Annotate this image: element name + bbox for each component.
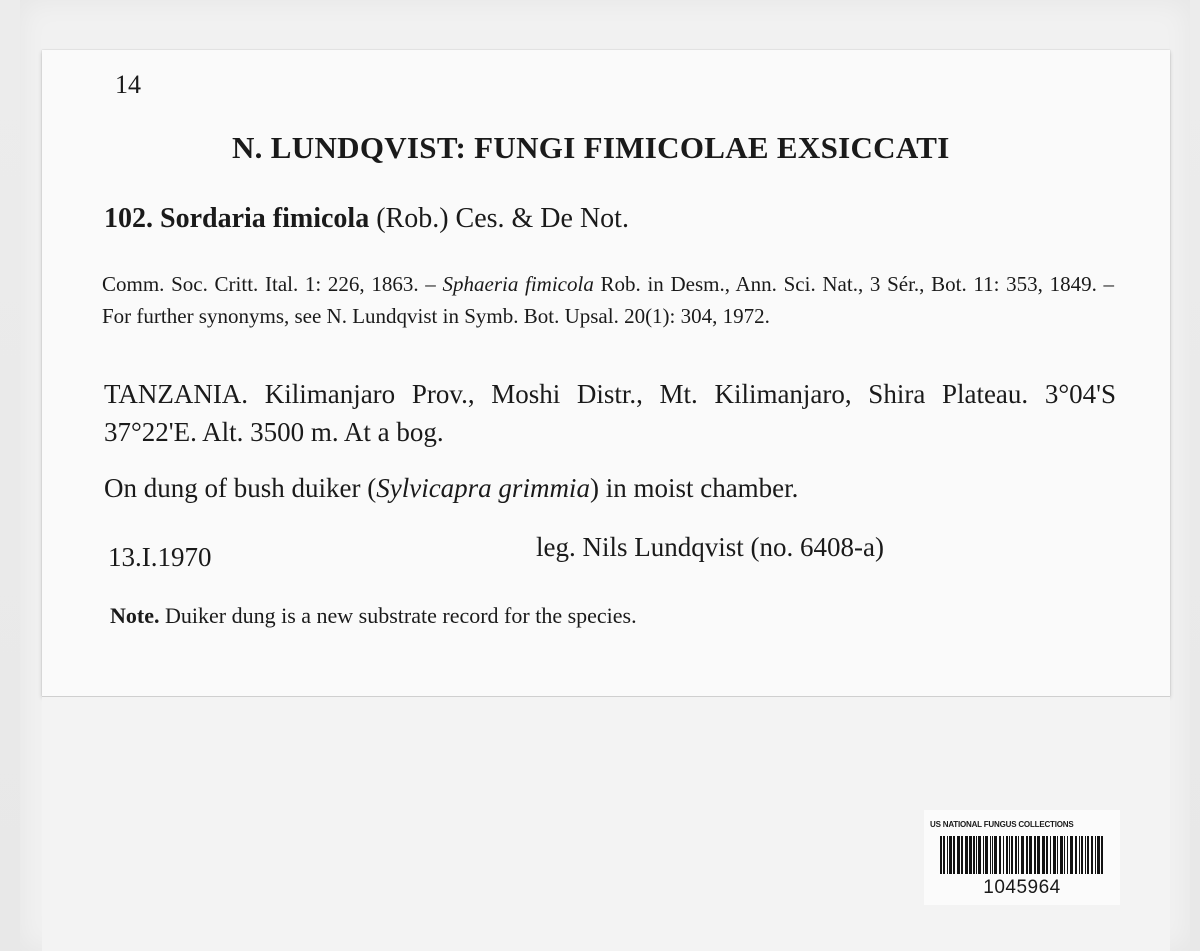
barcode-bar	[1026, 836, 1028, 874]
barcode-bar	[976, 836, 977, 874]
reference-text	[102, 268, 1114, 332]
barcode-bar	[1095, 836, 1096, 874]
barcode-bar	[1006, 836, 1008, 874]
barcode-bar	[953, 836, 955, 874]
barcode-bar	[1091, 836, 1093, 874]
note-text: Duiker dung is a new substrate record for the species.	[164, 603, 637, 628]
barcode-icon	[938, 836, 1106, 876]
barcode-bar	[1037, 836, 1040, 874]
reference-part-2: Rob. in Desm., Ann. Sci. Nat., 3 Sér., Bot. 11: 353, 1849. – For further synonyms, see N. Lundqvist in Symb. Bot. Upsal. 20(1): 304, 1972.	[102, 272, 1115, 328]
barcode-bar	[1018, 836, 1019, 874]
barcode-bar	[1064, 836, 1065, 874]
label-number: 14	[115, 70, 141, 99]
species-line	[104, 203, 629, 235]
barcode-bar	[947, 836, 948, 874]
barcode-bar	[1085, 836, 1086, 874]
barcode-bar	[961, 836, 963, 874]
barcode-bar	[992, 836, 993, 874]
note-label: Note.	[110, 603, 160, 628]
barcode-bar	[1079, 836, 1080, 874]
barcode-bar	[999, 836, 1001, 874]
synonym-name: Sphaeria fimicola	[442, 272, 594, 296]
barcode-bar	[1029, 836, 1032, 874]
barcode-bar	[1081, 836, 1083, 874]
barcode-bar	[1015, 836, 1017, 874]
substrate-suffix: ) in moist chamber.	[589, 473, 799, 503]
barcode-number: 1045964	[983, 877, 1061, 898]
barcode-bar	[1060, 836, 1063, 874]
barcode-bar	[1009, 836, 1010, 874]
barcode-bar	[983, 836, 984, 874]
barcode-bar	[1101, 836, 1103, 874]
note-line	[110, 603, 637, 629]
barcode-bar	[1070, 836, 1073, 874]
barcode-bar	[1003, 836, 1004, 874]
barcode-bar	[1034, 836, 1036, 874]
substrate-line	[104, 473, 798, 504]
label-title: N. LUNDQVIST: FUNGI FIMICOLAE EXSICCATI	[232, 130, 950, 165]
collection-date: 13.I.1970	[108, 542, 212, 572]
collector: leg. Nils Lundqvist (no. 6408-a)	[536, 532, 884, 562]
barcode-label	[924, 810, 1120, 905]
reference-part-1: Comm. Soc. Critt. Ital. 1: 226, 1863. –	[102, 272, 436, 296]
barcode-bar	[943, 836, 945, 874]
barcode-bar	[1067, 836, 1068, 874]
barcode-bar	[1021, 836, 1024, 874]
barcode-bar	[965, 836, 968, 874]
host-name: Sylvicapra grimmia	[376, 473, 590, 503]
barcode-bar	[1097, 836, 1100, 874]
barcode-bar	[1057, 836, 1058, 874]
substrate-prefix: On dung of bush duiker (	[104, 473, 377, 503]
barcode-bar	[985, 836, 988, 874]
barcode-bar	[1075, 836, 1077, 874]
barcode-bar	[1011, 836, 1013, 874]
barcode-bar	[957, 836, 960, 874]
locality-text: TANZANIA. Kilimanjaro Prov., Moshi Distr., Mt. Kilimanjaro, Shira Plateau. 3°04'S 37°22'E. Alt. 3500 m. At a bog.	[104, 379, 1116, 447]
barcode-bar	[1087, 836, 1089, 874]
species-name: Sordaria fimicola	[160, 203, 370, 234]
barcode-bar	[973, 836, 975, 874]
species-authority: (Rob.) Ces. & De Not.	[376, 203, 629, 234]
barcode-bar	[1053, 836, 1056, 874]
barcode-bar	[994, 836, 997, 874]
barcode-bar	[990, 836, 991, 874]
barcode-caption: US NATIONAL FUNGUS COLLECTIONS	[930, 820, 1074, 829]
barcode-bar	[1050, 836, 1051, 874]
barcode-bar	[1042, 836, 1045, 874]
species-number: 102.	[104, 203, 153, 234]
barcode-bar	[969, 836, 972, 874]
barcode-bar	[1046, 836, 1048, 874]
barcode-bar	[978, 836, 981, 874]
barcode-bar	[949, 836, 952, 874]
barcode-bar	[940, 836, 942, 874]
